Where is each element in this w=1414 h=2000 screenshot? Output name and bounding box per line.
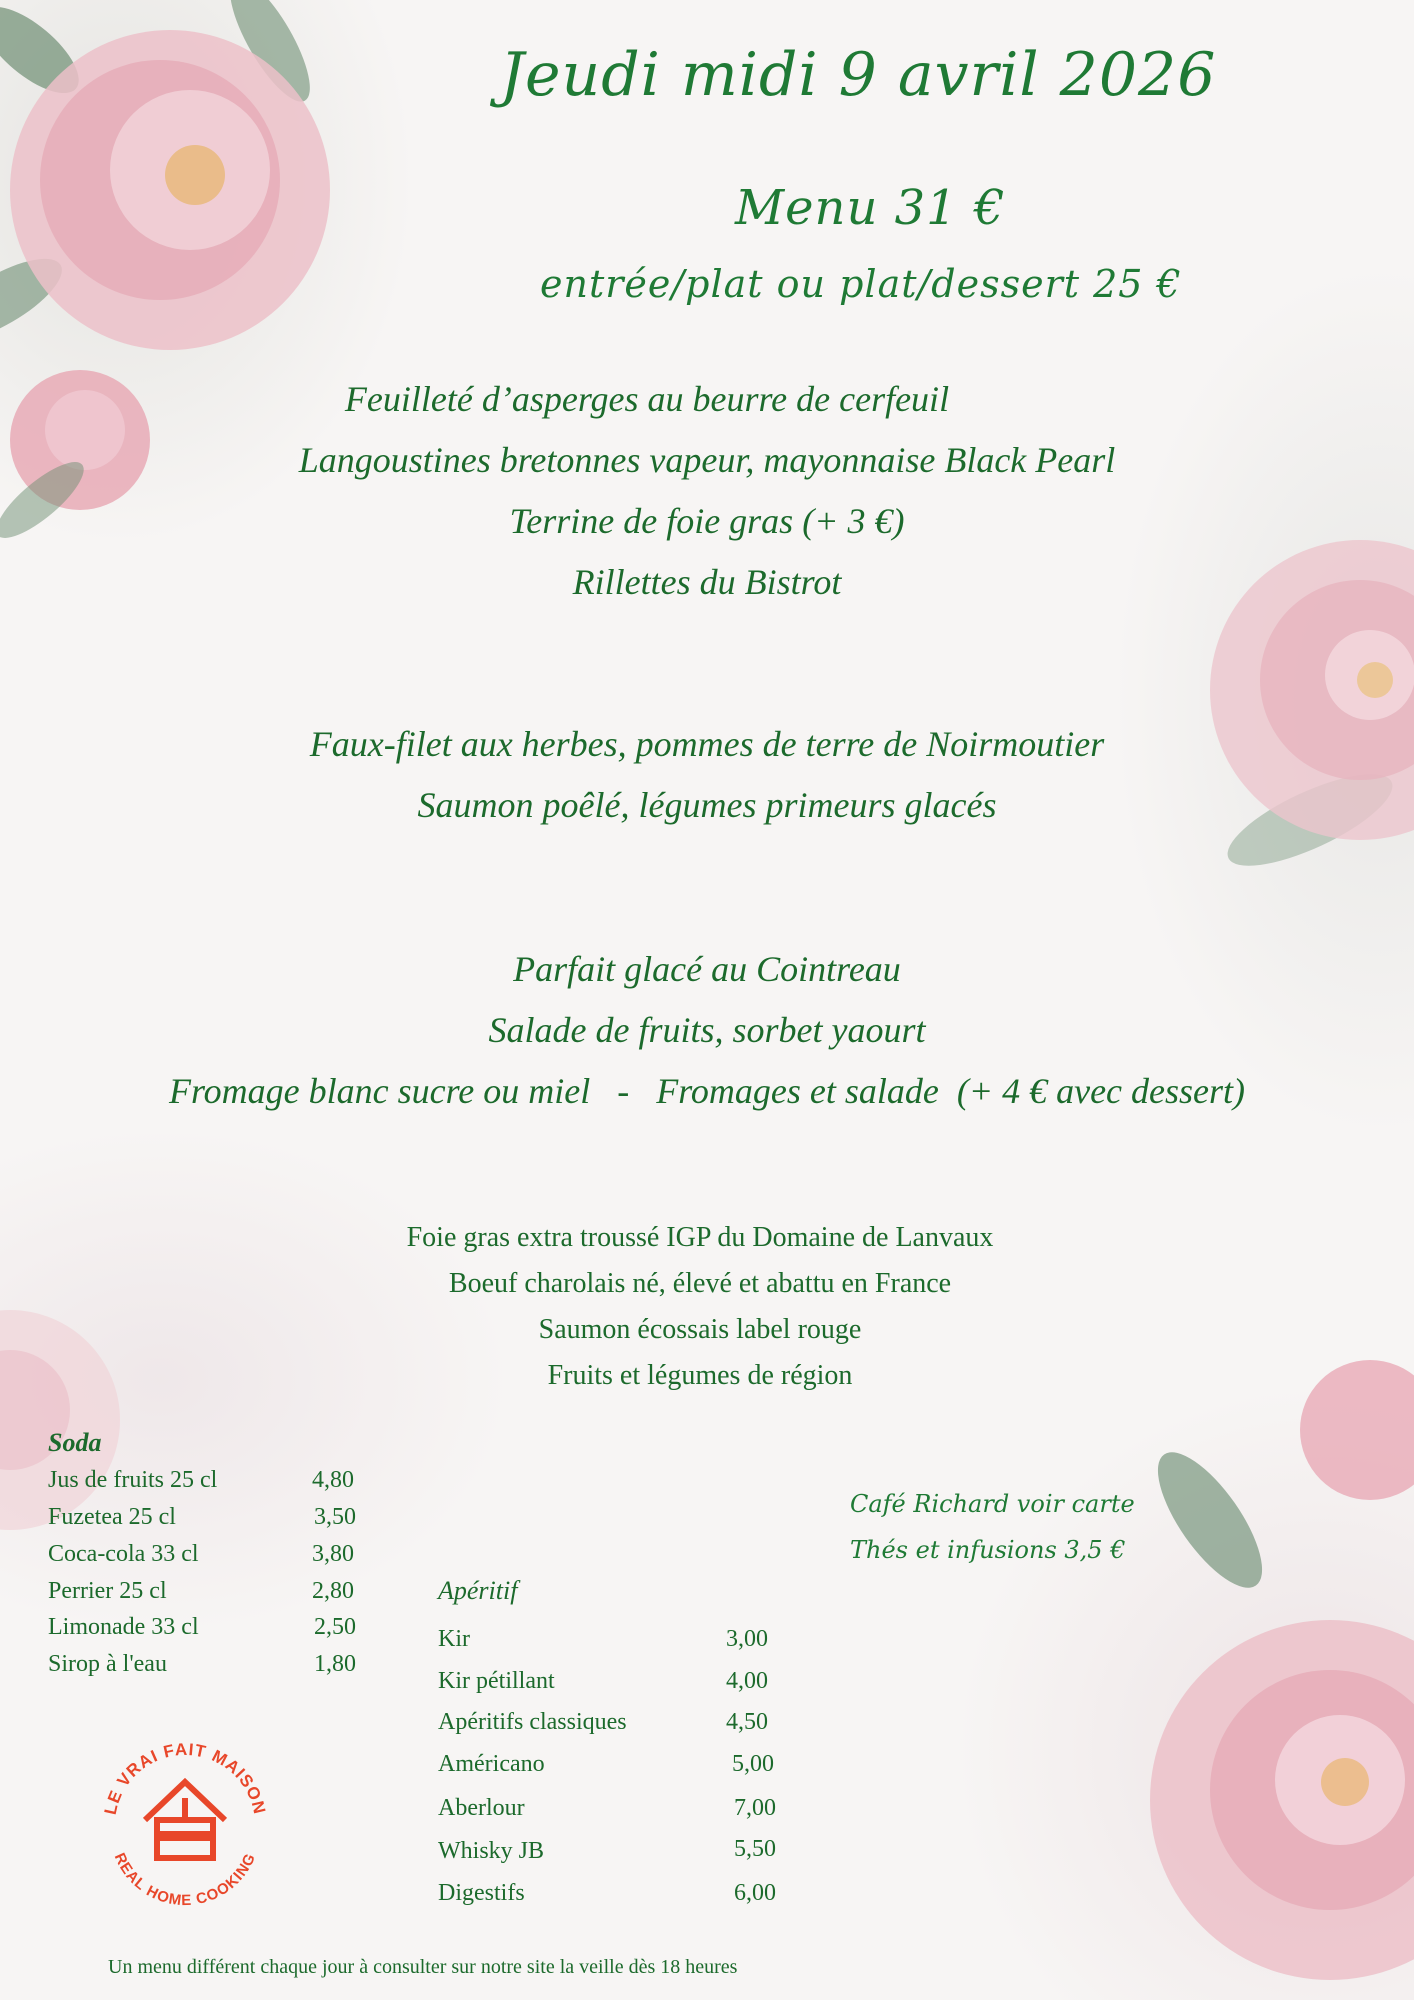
main-course-item: Faux-filet aux herbes, pommes de terre de Noirmoutier	[309, 724, 1105, 764]
fait-maison-logo	[90, 1720, 280, 1910]
aperitif-name: Kir pétillant	[438, 1668, 555, 1694]
starter-item: Rillettes du Bistrot	[572, 562, 842, 602]
soda-price: 4,80	[312, 1467, 354, 1493]
soda-name: Perrier 25 cl	[48, 1578, 167, 1604]
aperitif-price: 6,00	[734, 1880, 776, 1906]
peony-bottom-right-decoration	[1140, 1320, 1414, 2000]
soda-price: 2,80	[312, 1578, 354, 1604]
footer-note: Un menu différent chaque jour à consulter sur notre site la veille dès 18 heures	[108, 1956, 738, 1978]
svg-text:REAL HOME COOKING: REAL HOME COOKING	[110, 1850, 260, 1910]
origin-item: Boeuf charolais né, élevé et abattu en France	[448, 1268, 952, 1299]
soda-name: Sirop à l'eau	[48, 1651, 167, 1677]
aperitif-name: Digestifs	[438, 1880, 525, 1906]
aperitif-name: Whisky JB	[438, 1838, 545, 1864]
menu-date-title: Jeudi midi 9 avril 2026	[500, 40, 1217, 110]
formula-price: entrée/plat ou plat/dessert 25 €	[540, 262, 1182, 306]
peony-top-left-decoration	[0, 0, 380, 570]
aperitif-price: 3,00	[726, 1626, 768, 1652]
starter-item: Langoustines bretonnes vapeur, mayonnaise Black Pearl	[298, 440, 1116, 480]
aperitif-price: 7,00	[734, 1795, 776, 1821]
aperitif-name: Kir	[438, 1626, 470, 1652]
origin-item: Fruits et légumes de région	[547, 1360, 853, 1391]
aperitif-price: 5,00	[732, 1751, 774, 1777]
dessert-item: Fromage blanc sucre ou miel - Fromages et salade (+ 4 € avec dessert)	[168, 1071, 1246, 1111]
aperitif-section-title: Apéritif	[438, 1576, 518, 1605]
dessert-item: Parfait glacé au Cointreau	[513, 949, 901, 989]
svg-text:LE VRAI FAIT MAISON: LE VRAI FAIT MAISON	[100, 1739, 270, 1817]
origin-item: Foie gras extra troussé IGP du Domaine de Lanvaux	[406, 1222, 994, 1253]
dessert-item: Salade de fruits, sorbet yaourt	[488, 1010, 926, 1050]
aperitif-name: Américano	[438, 1751, 545, 1777]
aperitif-price: 5,50	[734, 1836, 776, 1862]
menu-price: Menu 31 €	[735, 180, 1006, 236]
soda-name: Jus de fruits 25 cl	[48, 1467, 218, 1493]
aperitif-name: Aberlour	[438, 1795, 525, 1821]
starter-item: Feuilleté d’asperges au beurre de cerfeuil	[344, 379, 950, 419]
cafe-info: Café Richard voir carte	[850, 1490, 1135, 1518]
main-course-item: Saumon poêlé, légumes primeurs glacés	[417, 785, 997, 825]
soda-name: Coca-cola 33 cl	[48, 1541, 199, 1567]
aperitif-name: Apéritifs classiques	[438, 1709, 627, 1735]
soda-price: 2,50	[314, 1614, 356, 1640]
starter-item: Terrine de foie gras (+ 3 €)	[509, 501, 905, 541]
soda-price: 1,80	[314, 1651, 356, 1677]
soda-price: 3,50	[314, 1504, 356, 1530]
soda-price: 3,80	[312, 1541, 354, 1567]
aperitif-price: 4,00	[726, 1668, 768, 1694]
origin-item: Saumon écossais label rouge	[538, 1314, 862, 1345]
soda-name: Limonade 33 cl	[48, 1614, 199, 1640]
teas-info: Thés et infusions 3,5 €	[850, 1536, 1126, 1564]
soda-section-title: Soda	[48, 1428, 102, 1457]
soda-name: Fuzetea 25 cl	[48, 1504, 176, 1530]
aperitif-price: 4,50	[726, 1709, 768, 1735]
